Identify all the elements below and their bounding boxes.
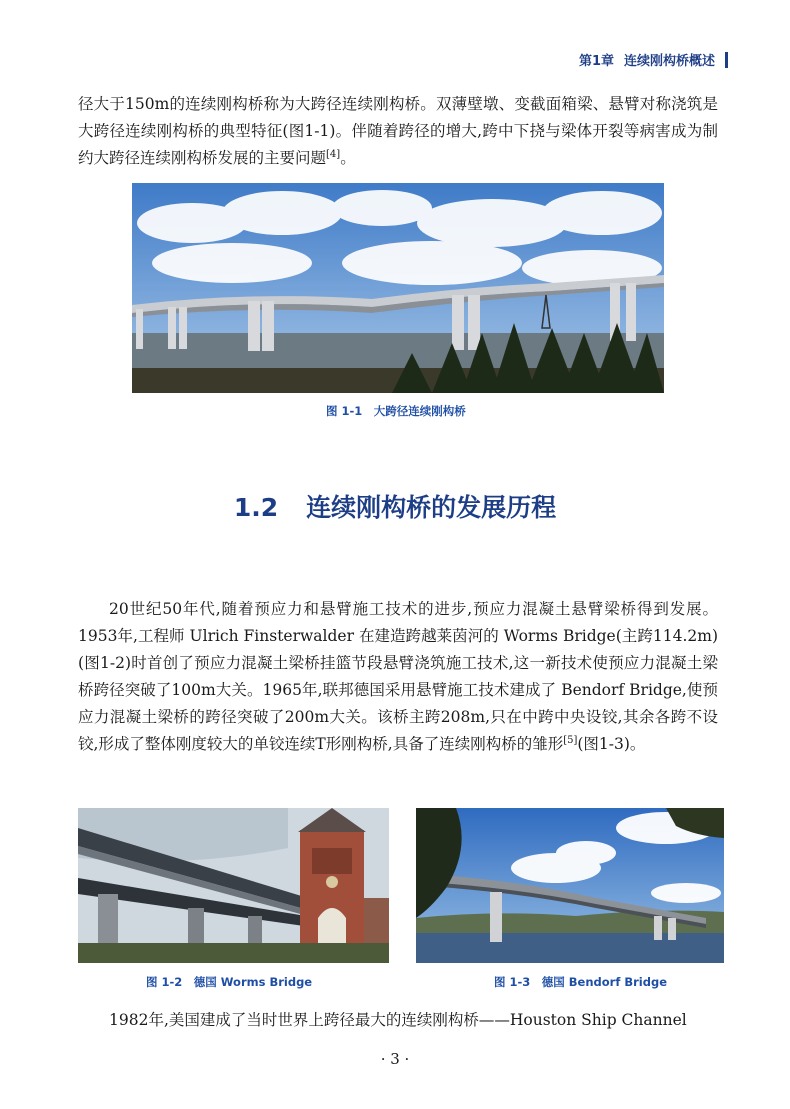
figure-1-3-caption: 图 1-3 德国 Bendorf Bridge (494, 975, 667, 989)
last-paragraph: 1982年,美国建成了当时世界上跨径最大的连续刚构桥——Houston Ship Channel (109, 1011, 687, 1029)
figure-1-1-image (132, 183, 664, 393)
citation-ref-5: [5] (563, 734, 578, 746)
bridge-photo-1 (132, 183, 664, 393)
running-header (579, 50, 728, 69)
figure-1-3-image (416, 808, 724, 963)
chapter-number: 第1章 (578, 54, 614, 69)
page-number: · 3 · (380, 1050, 410, 1068)
section-heading (0, 488, 790, 524)
section-number: 1.2 (233, 493, 279, 522)
figure-1-1-caption: 图 1-1 大跨径连续刚构桥 (326, 404, 466, 418)
bridge-photo-3 (416, 808, 724, 963)
header-bar (725, 52, 728, 68)
bridge-photo-2 (78, 808, 389, 963)
intro-paragraph: 径大于150m的连续刚构桥称为大跨径连续刚构桥。双薄壁墩、变截面箱梁、悬臂对称浇筑是大跨径连续刚构桥的典型特征(图1-1)。伴随着跨径的增大,跨中下挠与梁体开裂等病害成为制约大跨径连续刚构桥发展的主要问题[4]。 (78, 95, 718, 167)
figure-1-2-image (78, 808, 389, 963)
citation-ref-4: [4] (326, 148, 341, 160)
figure-1-2-caption: 图 1-2 德国 Worms Bridge (146, 975, 313, 989)
history-paragraph: 20世纪50年代,随着预应力和悬臂施工技术的进步,预应力混凝土悬臂梁桥得到发展。1953年,工程师 Ulrich Finsterwalder 在建造跨越莱茵河的 Worms Bridge(主跨114.2m)(图1-2)时首创了预应力混凝土梁桥挂篮节段悬臂浇筑施工技术,这一新技术使预应力混凝土梁桥跨径突破了100m大关。1965年,联邦德国采用悬臂施工技术建成了 Bendorf Bridge,使预应力混凝土梁桥的跨径突破了200m大关。该桥主跨208m,只在中跨中央设铰,其余各跨不设铰,形成了整体刚度较大的单铰连续T形刚构桥,具备了连续刚构桥的雏形[5](图1-3)。 (78, 600, 718, 753)
chapter-title: 连续刚构桥概述 (623, 54, 715, 69)
section-title: 连续刚构桥的发展历程 (306, 493, 557, 522)
